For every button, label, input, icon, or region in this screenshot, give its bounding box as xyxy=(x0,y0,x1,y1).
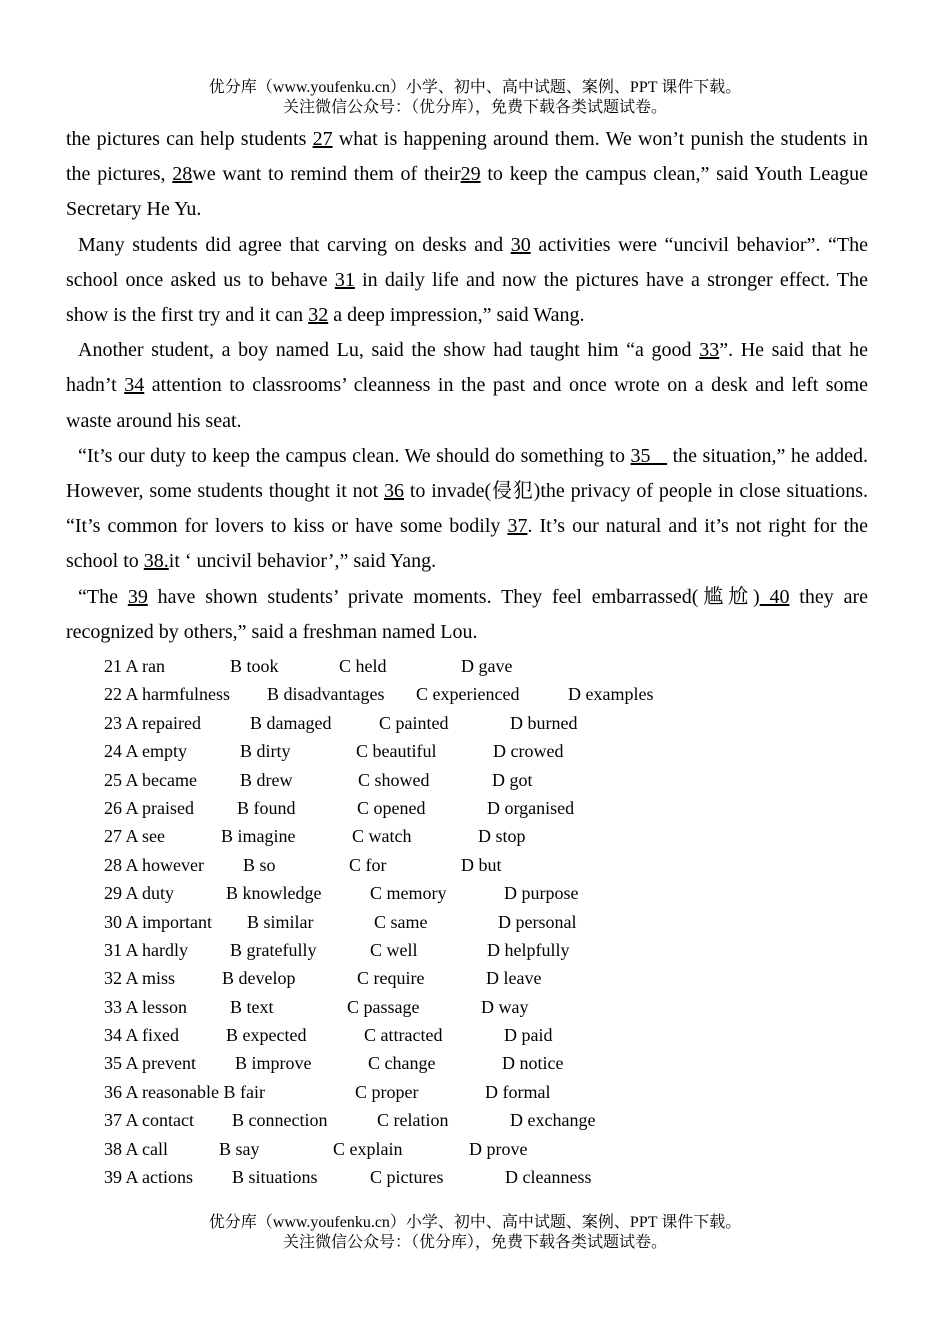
text: in daily life and now the pictures have a stronger effect. The show is the first try and it can xyxy=(66,268,869,327)
option-c: C require xyxy=(357,968,425,989)
blank-31: 31 xyxy=(334,268,355,291)
option-b: B develop xyxy=(222,968,296,989)
option-a: 37 A contact xyxy=(104,1110,194,1131)
text: “The xyxy=(78,585,128,608)
option-a: 34 A fixed xyxy=(104,1025,179,1046)
text: to invade(侵犯)the privacy of people in close situations. “It’s common for lovers to kiss or have some bodily xyxy=(66,480,868,538)
option-c: C showed xyxy=(358,769,430,790)
option-d: D examples xyxy=(568,684,654,705)
option-b: B knowledge xyxy=(226,883,322,904)
option-b: B situations xyxy=(232,1167,318,1188)
option-b: B say xyxy=(219,1138,260,1159)
option-a: 35 A prevent xyxy=(104,1053,196,1074)
option-b: B connection xyxy=(232,1110,328,1131)
option-c: C painted xyxy=(379,712,449,733)
option-a: 29 A duty xyxy=(104,883,175,904)
option-c: C well xyxy=(370,939,418,960)
blank-33: 33 xyxy=(699,339,720,362)
option-c: C proper xyxy=(355,1081,419,1102)
option-c: C change xyxy=(368,1053,436,1074)
option-d: D helpfully xyxy=(487,939,570,960)
option-c: C opened xyxy=(357,797,426,818)
blank-30: 30 xyxy=(510,233,531,256)
blank-40: 40 xyxy=(759,585,790,608)
paragraph-4 xyxy=(66,439,868,580)
option-b: B so xyxy=(243,854,276,875)
option-b: B text xyxy=(230,996,274,1017)
text: the pictures can help students xyxy=(66,128,313,150)
footer-line-1: 优分库（www.youfenku.cn）小学、初中、高中试题、案例、PPT 课件下载。 xyxy=(208,1214,742,1231)
text: Another student, a boy named Lu, said the show had taught him “a good xyxy=(78,339,700,362)
text: they are recognized by others,” said a freshman named Lou. xyxy=(66,585,868,643)
option-c: C attracted xyxy=(364,1025,443,1046)
text: we want to remind them of their xyxy=(192,163,461,186)
option-c: C pictures xyxy=(370,1167,444,1188)
option-b: B improve xyxy=(235,1053,312,1074)
option-b: B disadvantages xyxy=(267,684,385,705)
option-a: 28 A however xyxy=(104,854,204,875)
option-a: 22 A harmfulness xyxy=(104,684,230,705)
blank-28: 28 xyxy=(172,163,193,186)
text: it ‘ uncivil behavior’,” said Yang. xyxy=(168,550,437,573)
option-d: D leave xyxy=(486,968,542,989)
option-a: 24 A empty xyxy=(104,741,188,762)
option-a: 26 A praised xyxy=(104,797,194,818)
option-d: D gave xyxy=(461,656,513,676)
option-c: C experienced xyxy=(416,684,520,705)
option-a: 25 A became xyxy=(104,769,197,790)
option-d: D notice xyxy=(502,1053,564,1074)
option-a: 38 A call xyxy=(104,1138,168,1159)
option-a: 23 A repaired xyxy=(104,712,201,733)
text: “It’s our duty to keep the campus clean. We should do something to xyxy=(78,444,631,467)
option-c: C passage xyxy=(347,996,420,1017)
option-a: 33 A lesson xyxy=(104,996,188,1017)
option-c: C relation xyxy=(377,1110,449,1131)
blank-35: 35 xyxy=(630,444,668,467)
option-a: 39 A actions xyxy=(104,1167,193,1188)
blank-38: 38. xyxy=(143,550,169,573)
text: what is happening around them. We won’t punish the students in the pictures, xyxy=(66,128,868,186)
option-c: C for xyxy=(349,854,387,875)
header-line-1: 优分库（www.youfenku.cn）小学、初中、高中试题、案例、PPT 课件下载。 xyxy=(208,79,742,96)
footer-line-2: 关注微信公众号：（优分库），免费下载各类试题试卷。 xyxy=(282,1234,667,1251)
blank-29: 29 xyxy=(460,163,481,186)
option-c: C memory xyxy=(370,883,447,904)
paragraph-1 xyxy=(66,122,868,228)
option-d: D burned xyxy=(510,712,578,733)
option-b: B imagine xyxy=(221,826,296,847)
option-d: D stop xyxy=(478,826,526,847)
text: activities were “uncivil behavior”. “The school once asked us to behave xyxy=(66,233,868,291)
option-c: C explain xyxy=(333,1138,403,1159)
option-a: 32 A miss xyxy=(104,968,176,989)
option-b: B expected xyxy=(226,1025,307,1046)
option-d: D cleanness xyxy=(505,1167,592,1188)
option-c: C beautiful xyxy=(356,741,437,762)
text: to keep the campus clean,” said Youth League Secretary He Yu. xyxy=(66,163,868,221)
page-header xyxy=(0,78,950,118)
option-a: 31 A hardly xyxy=(104,939,188,960)
paragraph-5 xyxy=(66,580,868,650)
option-b: B similar xyxy=(247,911,314,932)
option-d: D prove xyxy=(469,1138,528,1159)
option-d: D personal xyxy=(498,911,577,932)
option-d: D purpose xyxy=(504,883,579,904)
option-d: D way xyxy=(481,996,529,1017)
blank-34: 34 xyxy=(124,374,145,397)
option-c: C held xyxy=(339,656,387,676)
option-c: C watch xyxy=(352,826,412,847)
blank-37: 37 xyxy=(507,515,528,538)
option-a: 21 A ran xyxy=(104,656,165,676)
option-b: B damaged xyxy=(250,712,332,733)
option-d: D got xyxy=(492,769,533,790)
text: a deep impression,” said Wang. xyxy=(328,304,585,327)
text: Many students did agree that carving on desks and xyxy=(78,233,511,256)
option-a: 36 A reasonable B fair xyxy=(104,1081,265,1102)
option-d: D exchange xyxy=(510,1110,596,1131)
option-d: D organised xyxy=(487,797,575,818)
paragraph-3 xyxy=(66,333,868,439)
text: have shown students’ private moments. They feel embarrassed(尴尬) xyxy=(147,585,760,608)
option-d: D formal xyxy=(485,1081,551,1102)
option-c: C same xyxy=(374,911,428,932)
header-line-2: 关注微信公众号：（优分库），免费下载各类试题试卷。 xyxy=(282,99,667,116)
blank-36: 36 xyxy=(384,480,405,503)
text: ”. He said that he hadn’t xyxy=(66,339,868,397)
text: . It’s our natural and it’s not right for the school to xyxy=(66,515,868,573)
page-footer xyxy=(0,1213,950,1253)
option-b: B gratefully xyxy=(230,939,317,960)
option-d: D crowed xyxy=(493,741,564,762)
option-b: B dirty xyxy=(240,741,291,762)
paragraph-2 xyxy=(66,228,868,334)
option-d: D but xyxy=(461,854,502,875)
blank-39: 39 xyxy=(127,585,148,608)
passage xyxy=(66,122,868,650)
option-a: 27 A see xyxy=(104,826,165,847)
option-b: B drew xyxy=(240,769,293,790)
option-d: D paid xyxy=(504,1025,553,1046)
text: attention to classrooms’ cleanness in the past and once wrote on a desk and left some waste around his seat. xyxy=(66,374,868,432)
text: the situation,” he added. However, some students thought it not xyxy=(66,444,868,503)
option-b: B took xyxy=(230,656,279,676)
blank-27: 27 xyxy=(312,128,333,150)
blank-32: 32 xyxy=(308,304,329,327)
option-b: B found xyxy=(237,797,296,818)
option-a: 30 A important xyxy=(104,911,212,932)
